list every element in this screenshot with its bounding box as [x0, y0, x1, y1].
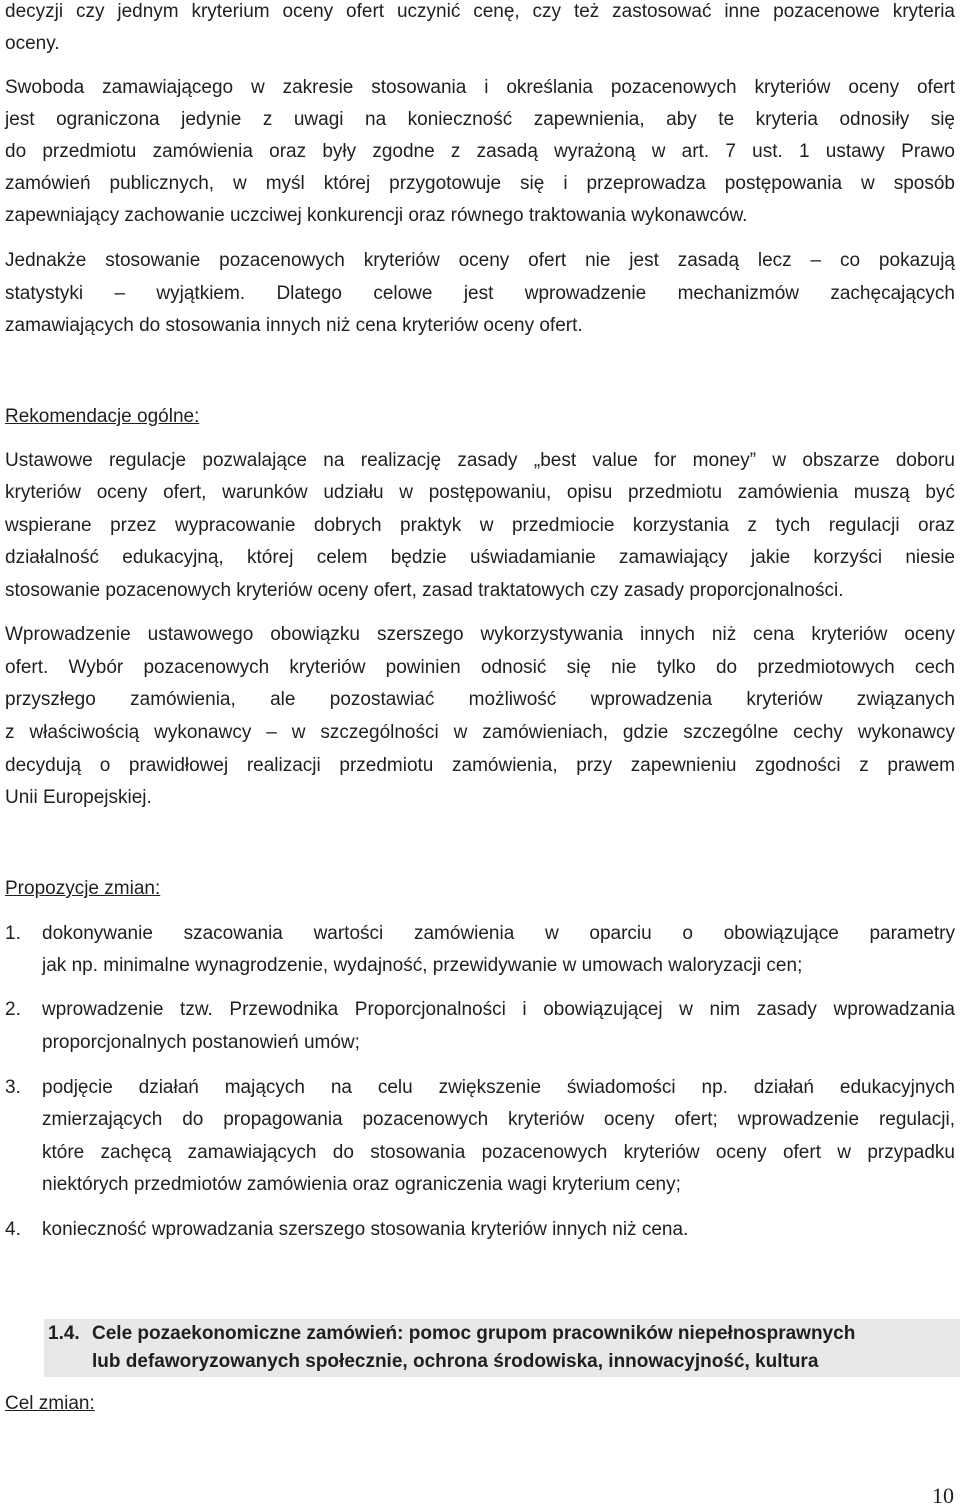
list-item-line: wprowadzenie tzw. Przewodnika Proporcjonalności i obowiązującej w nim zasady wprowadzania: [42, 999, 955, 1020]
list-item-line: podjęcie działań mających na celu zwiększenie świadomości np. działań edukacyjnych: [42, 1077, 955, 1098]
paragraph-line: do przedmiotu zamówienia oraz były zgodne z zasadą wyrażoną w art. 7 ust. 1 ustawy Prawo: [5, 141, 955, 162]
goal-heading: Cel zmian:: [5, 1393, 95, 1414]
proposals-heading: Propozycje zmian:: [5, 878, 161, 899]
list-item-number: 2.: [5, 999, 21, 1020]
paragraph-line: przyszłego zamówienia, ale pozostawiać możliwość wprowadzenia kryteriów związanych: [5, 689, 955, 710]
list-item-line: które zachęcą zamawiających do stosowania pozacenowych kryteriów oceny ofert w przypadku: [42, 1142, 955, 1163]
page-number: 10: [932, 1483, 954, 1508]
list-item-number: 3.: [5, 1077, 21, 1098]
section-title-line: lub defaworyzowanych społecznie, ochrona środowiska, innowacyjność, kultura: [92, 1351, 819, 1372]
paragraph-line: ofert. Wybór pozacenowych kryteriów powinien odnosić się nie tylko do przedmiotowych cech: [5, 657, 955, 678]
list-item-number: 1.: [5, 923, 21, 944]
paragraph-line: Ustawowe regulacje pozwalające na realizację zasady „best value for money” w obszarze doboru: [5, 450, 955, 471]
intro-line: decyzji czy jednym kryterium oceny ofert uczynić cenę, czy też zastosować inne pozacenowe kryteria: [5, 1, 955, 22]
paragraph-line: jest ograniczona jedynie z uwagi na konieczność zapewnienia, aby te kryteria odnosiły się: [5, 109, 955, 130]
paragraph-line: zamówień publicznych, w myśl której przygotowuje się i przeprowadza postępowania w sposób: [5, 173, 955, 194]
list-item-line: zmierzających do propagowania pozacenowych kryteriów oceny ofert; wprowadzenie regulacji,: [42, 1109, 955, 1130]
paragraph-line: Unii Europejskiej.: [5, 787, 152, 808]
recommendations-heading: Rekomendacje ogólne:: [5, 406, 200, 427]
paragraph-line: Wprowadzenie ustawowego obowiązku szerszego wykorzystywania innych niż cena kryteriów oceny: [5, 624, 955, 645]
paragraph-line: z właściwością wykonawcy – w szczególności w zamówieniach, gdzie szczególne cechy wykonawcy: [5, 722, 955, 743]
paragraph-line: kryteriów oceny ofert, warunków udziału w postępowaniu, opisu przedmiotu zamówienia muszą być: [5, 482, 955, 503]
list-item-line: proporcjonalnych postanowień umów;: [42, 1032, 360, 1053]
paragraph-line: Jednakże stosowanie pozacenowych kryteriów oceny ofert nie jest zasadą lecz – co pokazują: [5, 250, 955, 271]
section-number: 1.4.: [48, 1323, 80, 1344]
section-title-line: Cele pozaekonomiczne zamówień: pomoc grupom pracowników niepełnosprawnych: [92, 1323, 856, 1344]
paragraph-line: stosowanie pozacenowych kryteriów oceny ofert, zasad traktatowych czy zasady proporcjonalności.: [5, 580, 844, 601]
paragraph-line: decydują o prawidłowej realizacji przedmiotu zamówienia, przy zapewnieniu zgodności z prawem: [5, 755, 955, 776]
paragraph-line: wspierane przez wypracowanie dobrych praktyk w przedmiocie korzystania z tych regulacji oraz: [5, 515, 955, 536]
list-item-number: 4.: [5, 1219, 21, 1240]
list-item-line: konieczność wprowadzania szerszego stosowania kryteriów innych niż cena.: [42, 1219, 689, 1240]
list-item-line: dokonywanie szacowania wartości zamówienia w oparciu o obowiązujące parametry: [42, 923, 955, 944]
paragraph-line: Swoboda zamawiającego w zakresie stosowania i określania pozacenowych kryteriów oceny ofert: [5, 77, 955, 98]
intro-line: oceny.: [5, 33, 60, 54]
paragraph-line: statystyki – wyjątkiem. Dlatego celowe jest wprowadzenie mechanizmów zachęcających: [5, 283, 955, 304]
section-heading-box: [44, 1319, 960, 1377]
paragraph-line: działalność edukacyjną, której celem będzie uświadamianie zamawiający jakie korzyści niesie: [5, 547, 955, 568]
list-item-line: niektórych przedmiotów zamówienia oraz ograniczenia wagi kryterium ceny;: [42, 1174, 681, 1195]
paragraph-line: zamawiających do stosowania innych niż cena kryteriów oceny ofert.: [5, 315, 583, 336]
list-item-line: jak np. minimalne wynagrodzenie, wydajność, przewidywanie w umowach waloryzacji cen;: [42, 955, 803, 976]
paragraph-line: zapewniający zachowanie uczciwej konkurencji oraz równego traktowania wykonawców.: [5, 205, 748, 226]
